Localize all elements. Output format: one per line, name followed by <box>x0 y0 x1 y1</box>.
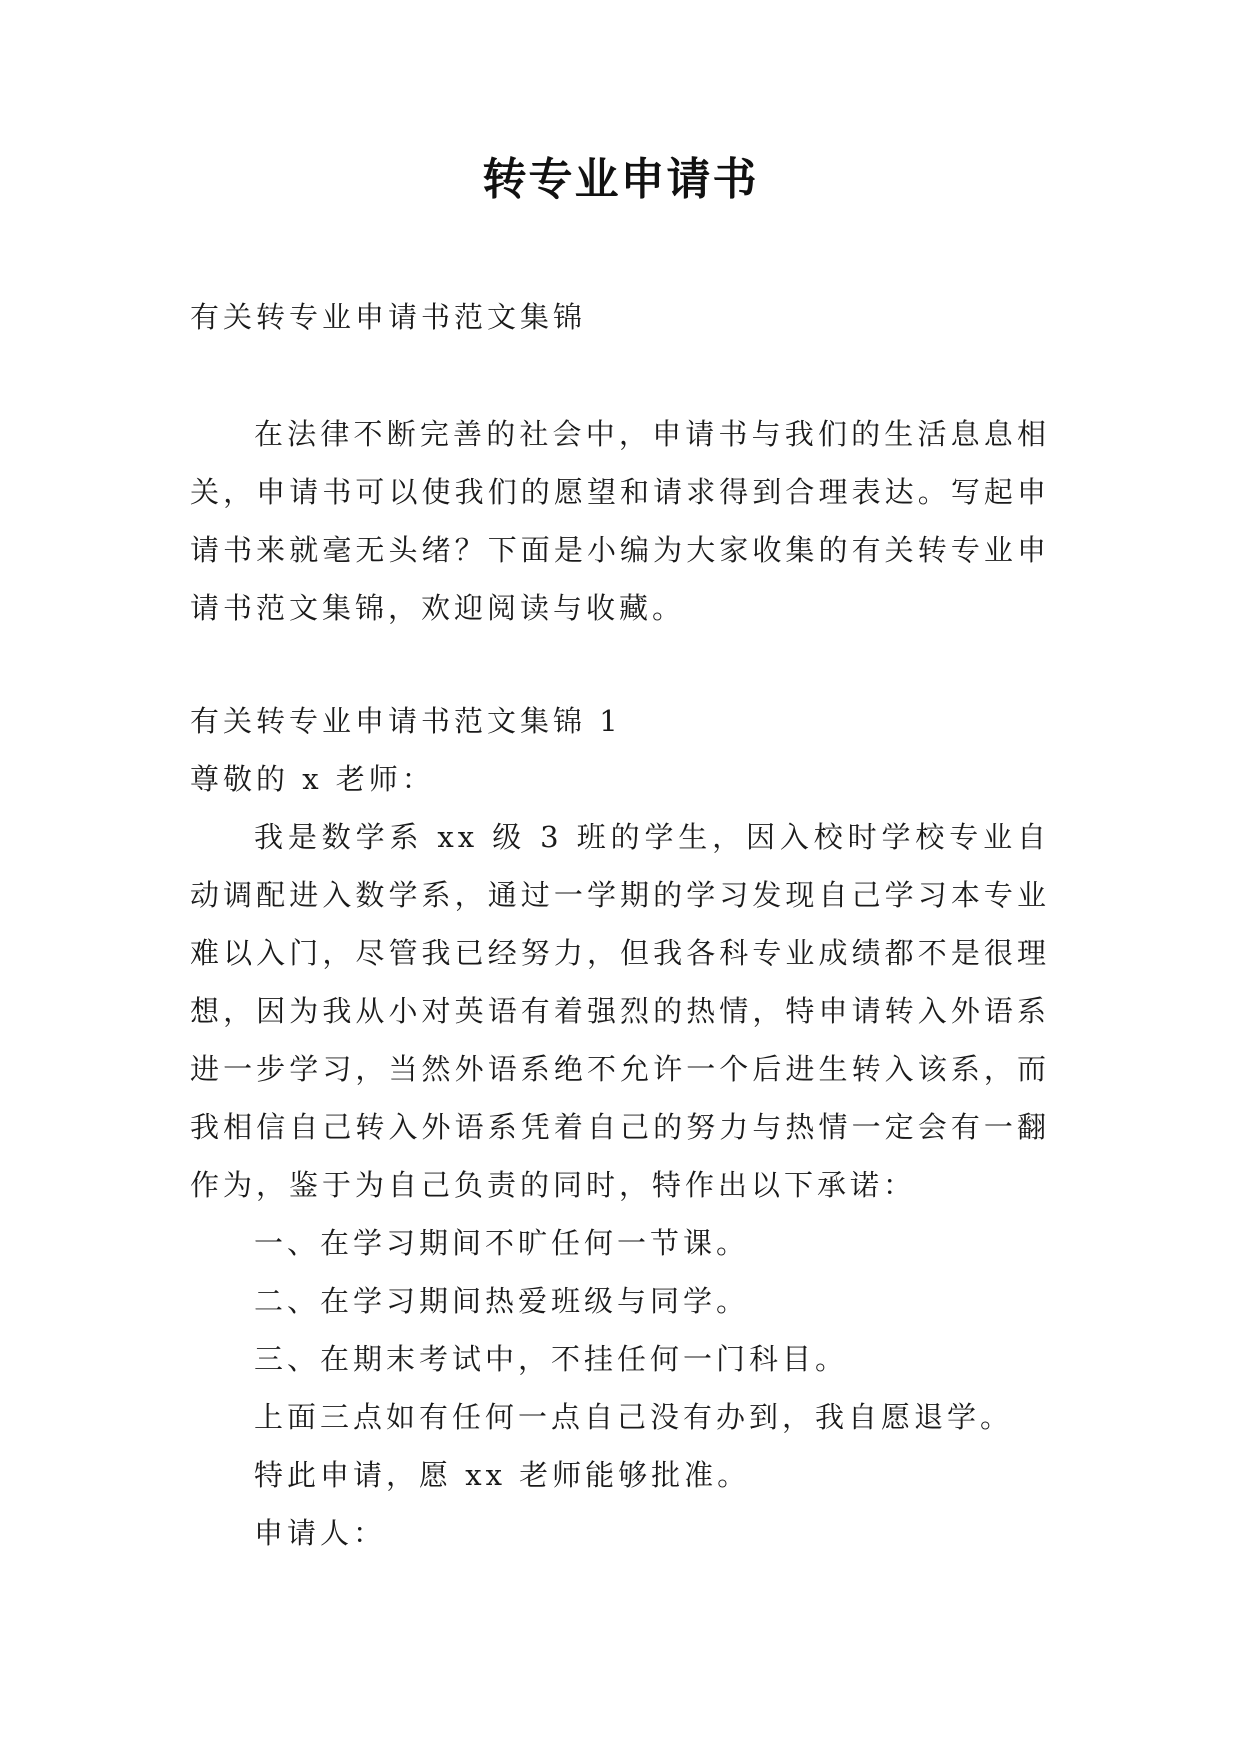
commitment-item: 二、在学习期间热爱班级与同学。 <box>254 1284 750 1318</box>
intro-block <box>190 405 1050 637</box>
salutation: 尊敬的 x 老师： <box>190 762 435 796</box>
section-heading: 有关转专业申请书范文集锦 1 <box>190 704 622 738</box>
subtitle-block <box>190 288 1050 346</box>
commitment-item: 一、在学习期间不旷任何一节课。 <box>254 1226 750 1260</box>
closing-line: 特此申请，愿 xx 老师能够批准。 <box>254 1458 751 1492</box>
document-title: 转专业申请书 <box>482 154 759 205</box>
commitment-item: 三、在期末考试中，不挂任何一门科目。 <box>254 1342 849 1376</box>
intro-paragraph: 在法律不断完善的社会中，申请书与我们的生活息息相关，申请书可以使我们的愿望和请求得到合理表达。写起申请书来就毫无头绪？下面是小编为大家收集的有关转专业申请书范文集锦，欢迎阅读与收藏。 <box>190 417 1050 625</box>
letter-block <box>190 692 1050 1562</box>
applicant-label: 申请人： <box>254 1516 387 1550</box>
letter-body: 我是数学系 xx 级 3 班的学生，因入校时学校专业自动调配进入数学系，通过一学期的学习发现自己学习本专业难以入门，尽管我已经努力，但我各科专业成绩都不是很理想，因为我从小对英语有着强烈的热情，特申请转入外语系进一步学习，当然外语系绝不允许一个后进生转入该系，而我相信自己转入外语系凭着自己的努力与热情一定会有一翻作为，鉴于为自己负责的同时，特作出以下承诺： <box>190 820 1050 1202</box>
pledge-line: 上面三点如有任何一点自己没有办到，我自愿退学。 <box>254 1400 1014 1434</box>
document-subtitle: 有关转专业申请书范文集锦 <box>190 300 587 334</box>
